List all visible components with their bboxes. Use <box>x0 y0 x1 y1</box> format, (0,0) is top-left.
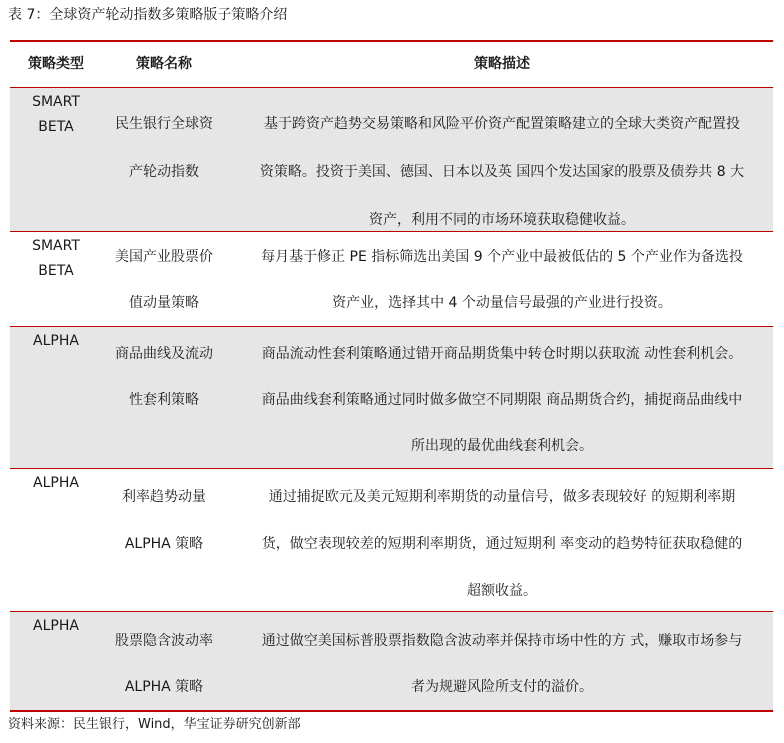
strategy-type-line: SMART <box>32 94 80 110</box>
strategy-desc-cell <box>238 331 766 469</box>
strategy-type-line: BETA <box>38 263 74 279</box>
strategy-name-line: 性套利策略 <box>129 392 199 408</box>
strategy-type-line: BETA <box>38 119 74 135</box>
bottom-rule <box>10 710 773 712</box>
strategy-name-line: 股票隐含波动率 <box>115 633 213 649</box>
strategy-desc-line: 资策略。投资于美国、德国、日本以及英 国四个发达国家的股票及债券共 8 大 <box>259 164 745 180</box>
strategy-desc-line: 商品流动性套利策略通过错开商品期货集中转仓时期以获取流 动性套利机会。 <box>261 346 743 362</box>
strategy-desc-line: 资产业，选择其中 4 个动量信号最强的产业进行投资。 <box>332 295 672 311</box>
table-row <box>10 88 773 231</box>
strategy-desc-cell <box>238 618 766 710</box>
strategy-name-cell <box>102 618 226 710</box>
table-header <box>10 42 773 87</box>
table-row <box>10 232 773 326</box>
strategy-name-line: 产轮动指数 <box>129 164 199 180</box>
header-strategy-name: 策略名称 <box>136 56 192 72</box>
strategy-type-line: ALPHA <box>33 475 79 491</box>
strategy-desc-line: 超额收益。 <box>467 583 537 599</box>
strategy-desc-line: 每月基于修正 PE 指标筛选出美国 9 个产业中最被低估的 5 个产业作为备选投 <box>261 249 743 265</box>
strategy-desc-line: 通过捕捉欧元及美元短期利率期货的动量信号，做多表现较好 的短期利率期 <box>268 489 736 505</box>
strategy-desc-cell <box>238 100 766 244</box>
strategy-name-line: 民生银行全球资 <box>115 116 213 132</box>
strategy-name-line: 值动量策略 <box>129 295 199 311</box>
strategy-desc-line: 基于跨资产趋势交易策略和风险平价资产配置策略建立的全球大类资产配置投 <box>264 116 740 132</box>
strategy-name-line: 利率趋势动量 <box>122 489 206 505</box>
header-strategy-type: 策略类型 <box>28 56 84 72</box>
strategy-type-line: ALPHA <box>33 333 79 349</box>
strategy-name-cell <box>102 100 226 196</box>
strategy-name-line: 美国产业股票价 <box>115 249 213 265</box>
strategy-desc-line: 通过做空美国标普股票指数隐含波动率并保持市场中性的方 式，赚取市场参与 <box>261 633 743 649</box>
source-note: 资料来源：民生银行，Wind，华宝证券研究创新部 <box>8 717 301 732</box>
header-strategy-desc: 策略描述 <box>474 56 530 72</box>
strategy-name-line: ALPHA 策略 <box>124 679 204 695</box>
strategy-type-line: ALPHA <box>33 618 79 634</box>
strategy-desc-line: 者为规避风险所支付的溢价。 <box>411 679 593 695</box>
strategy-desc-line: 货，做空表现较差的短期利率期货，通过短期利 率变动的趋势特征获取稳健的 <box>261 536 743 552</box>
strategy-type-line: SMART <box>32 238 80 254</box>
strategy-type-cell <box>10 471 102 496</box>
table-row <box>10 327 773 468</box>
strategy-desc-line: 资产，利用不同的市场环境获取稳健收益。 <box>369 212 635 228</box>
strategy-name-cell <box>102 331 226 423</box>
strategy-desc-line: 所出现的最优曲线套利机会。 <box>411 438 593 454</box>
strategy-name-line: 商品曲线及流动 <box>115 346 213 362</box>
strategy-type-cell <box>10 234 102 284</box>
strategy-name-cell <box>102 474 226 568</box>
strategy-name-cell <box>102 234 226 326</box>
strategy-type-cell <box>10 329 102 354</box>
strategy-type-cell <box>10 90 102 140</box>
strategy-desc-line: 商品曲线套利策略通过同时做多做空不同期限 商品期货合约，捕捉商品曲线中 <box>261 392 743 408</box>
table-caption: 表 7：全球资产轮动指数多策略版子策略介绍 <box>8 7 288 23</box>
strategy-desc-cell <box>238 234 766 326</box>
table-row <box>10 469 773 611</box>
strategy-name-line: ALPHA 策略 <box>124 536 204 552</box>
strategy-type-cell <box>10 614 102 639</box>
strategy-desc-cell <box>238 474 766 615</box>
table-row <box>10 612 773 710</box>
